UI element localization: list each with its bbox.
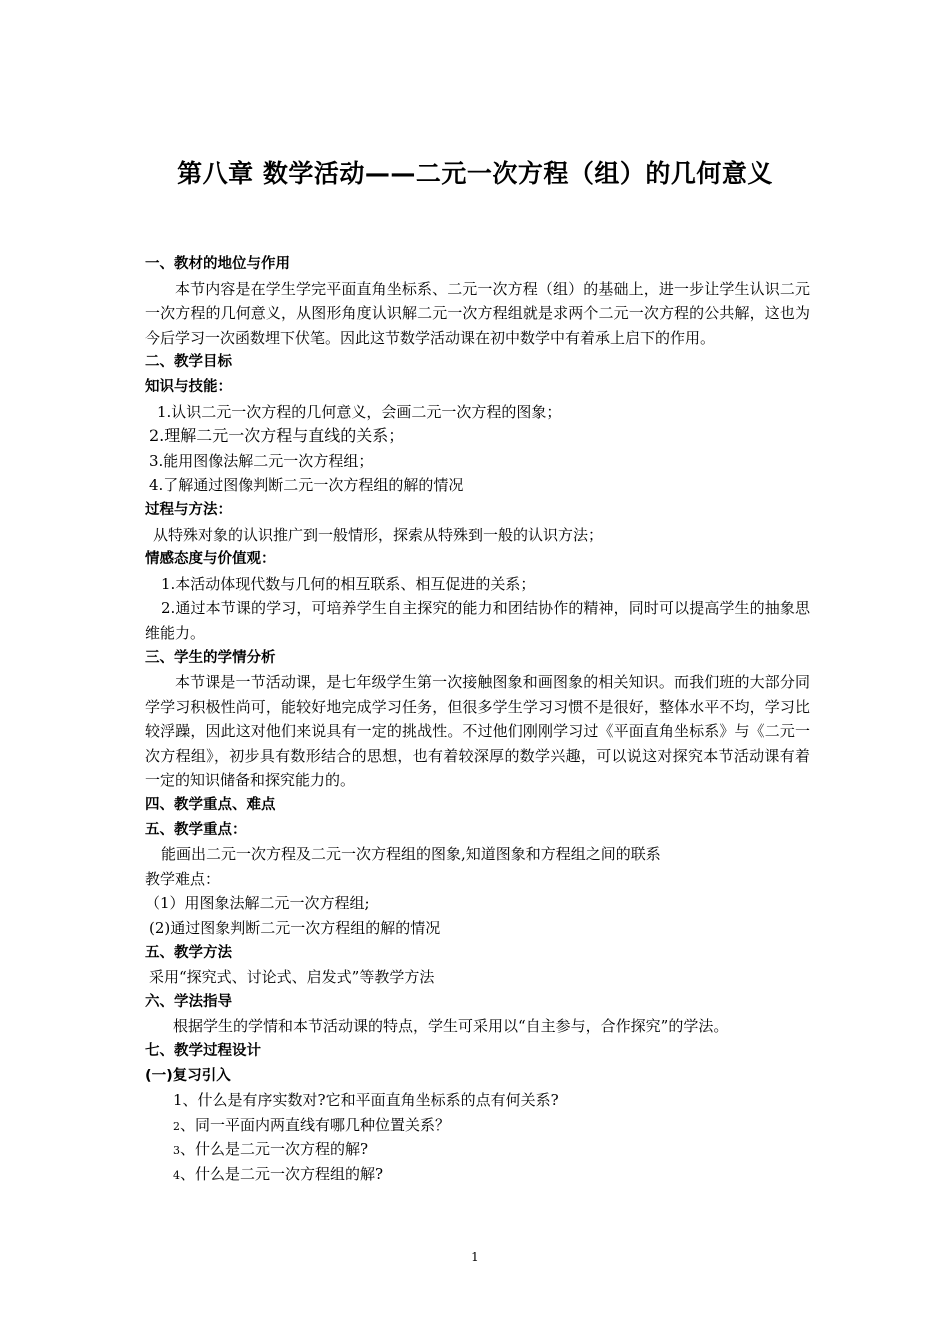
section-heading-methods: 五、教学方法 [145,944,232,961]
review-question-1: 1、什么是有序实数对?它和平面直角坐标系的点有何关系? [173,1091,559,1110]
question-number: 4 [173,1168,180,1182]
subheading-process: 过程与方法： [145,501,232,518]
section-heading-focus: 五、教学重点： [145,821,247,838]
section-heading-students: 三、学生的学情分析 [145,649,276,666]
section-heading-key-points: 四、教学重点、难点 [145,797,276,814]
page-number: 1 [471,1250,479,1264]
question-text: 、什么是二元一次方程组的解? [180,1164,384,1183]
subheading-emotion: 情感态度与价值观： [145,551,276,568]
focus-item: 能画出二元一次方程及二元一次方程组的图象,知道图象和方程组之间的联系 [161,845,661,864]
knowledge-item-3: 3.能用图像法解二元一次方程组； [149,451,374,470]
process-item-1: 从特殊对象的认识推广到一般情形，探索从特殊到一般的认识方法； [153,525,604,544]
section-heading-learning: 六、学法指导 [145,993,232,1010]
review-question-2 [145,1113,810,1138]
difficulty-item-2: (2)通过图象判断二元一次方程组的解的情况 [149,919,441,938]
question-text: 、什么是二元一次方程的解? [180,1140,369,1159]
section-paragraph-students: 本节课是一节活动课，是七年级学生第一次接触图象和画图象的相关知识。而我们班的大部分同学学习积极性尚可，能较好地完成学习任务，但很多学生学习习惯不是很好，整体水平不均，学习比较浮躁，因此这对他们来说具有一定的挑战性。不过他们刚刚学习过《平面直角坐标系》与《二元一次方程组》，初步具有数形结合的思想，也有着较深厚的数学兴趣，可以说这对探究本节活动课有着一定的知识储备和探究能力的。 [145,673,810,790]
methods-item: 采用“探究式、讨论式、启发式”等教学方法 [149,968,435,987]
question-number: 2 [173,1119,180,1133]
review-question-4 [145,1162,810,1187]
emotion-item-2: 2.通过本节课的学习，可培养学生自主探究的能力和团结协作的精神，同时可以提高学生的抽象思维能力。 [145,599,810,642]
page-title: 第八章 数学活动——二元一次方程（组）的几何意义 [177,159,773,188]
knowledge-item-2: 2.理解二元一次方程与直线的关系； [149,426,405,446]
section-heading-position: 一、教材的地位与作用 [145,256,290,272]
section-heading-process-design: 七、教学过程设计 [145,1043,261,1059]
question-text: 、同一平面内两直线有哪几种位置关系？ [180,1115,451,1134]
knowledge-item-1: 1.认识二元一次方程的几何意义，会画二元一次方程的图象； [157,402,562,421]
section-paragraph-position: 本节内容是在学生学完平面直角坐标系、二元一次方程（组）的基础上，进一步让学生认识二元一次方程的几何意义，从图形角度认识解二元一次方程组就是求两个二元一次方程的公共解，这也为今后学习一次函数埋下伏笔。因此这节数学活动课在初中数学中有着承上启下的作用。 [145,279,810,347]
question-number: 3 [173,1144,180,1158]
difficulty-item-1: （1）用图象法解二元一次方程组; [145,894,370,913]
emotion-item-1: 1.本活动体现代数与几何的相互联系、相互促进的关系； [161,574,536,593]
difficulty-label: 教学难点： [145,869,221,888]
subheading-review: (一)复习引入 [145,1067,231,1084]
document-body [145,252,810,1187]
review-question-3 [145,1137,810,1162]
knowledge-item-4: 4.了解通过图像判断二元一次方程组的解的情况 [149,476,464,495]
learning-item: 根据学生的学情和本节活动课的特点，学生可采用以“自主参与，合作探究”的学法。 [173,1017,729,1036]
subheading-knowledge: 知识与技能： [145,378,232,395]
section-heading-objectives: 二、教学目标 [145,354,232,371]
